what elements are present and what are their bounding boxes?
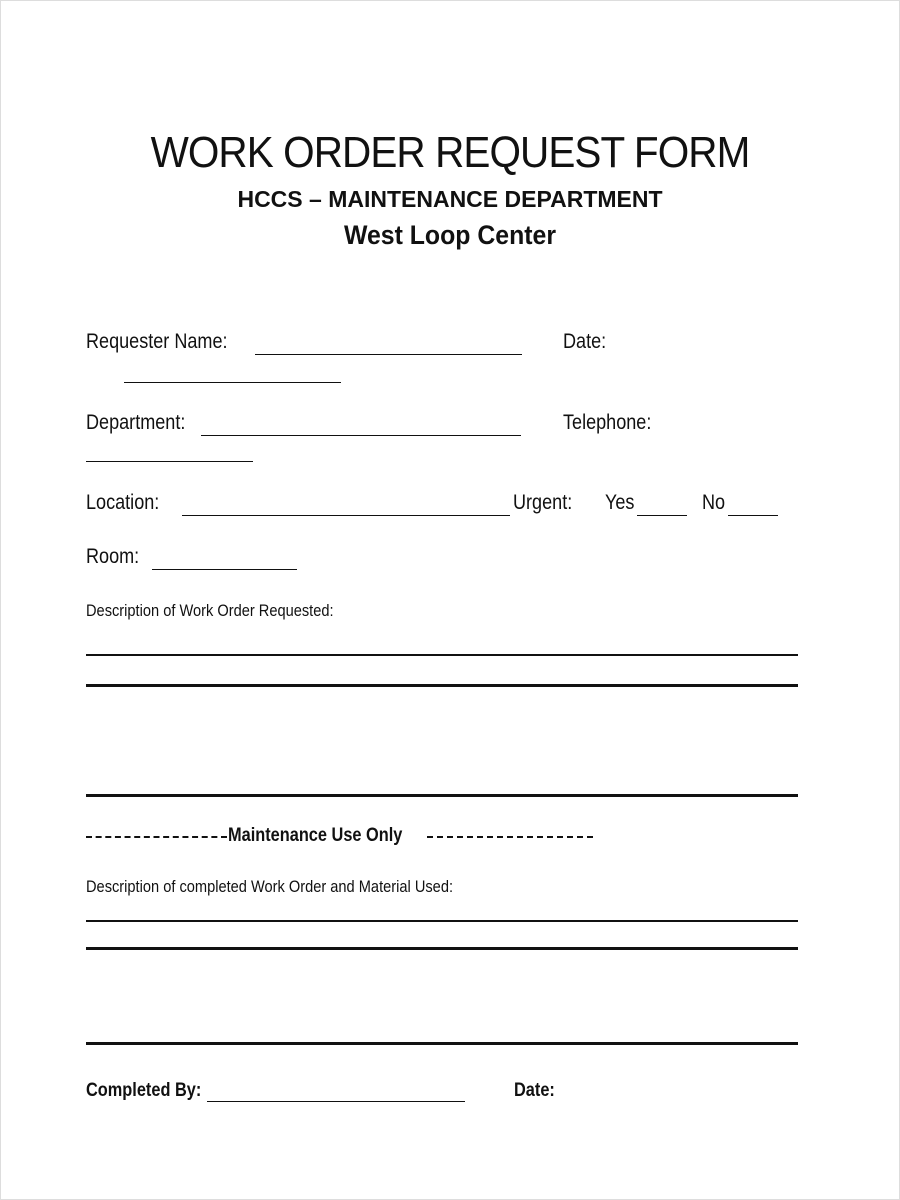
urgent-no-label: No [702,491,726,514]
department-subtitle: HCCS – MAINTENANCE DEPARTMENT [237,186,663,212]
completed-date-label: Date: [514,1080,555,1101]
work-description-line-1[interactable] [86,654,798,656]
location-label: Location: [86,491,160,514]
completed-description-label: Description of completed Work Order and Material Used: [86,877,454,896]
work-description-line-3[interactable] [86,794,798,797]
maintenance-heading: Maintenance Use Only [228,825,403,846]
work-description-line-2[interactable] [86,684,798,687]
completed-by-label: Completed By: [86,1080,202,1101]
department-label: Department: [86,411,186,434]
date-label: Date: [563,330,607,353]
telephone-label: Telephone: [563,411,652,434]
room-field[interactable] [152,569,297,570]
telephone-field[interactable] [86,461,253,462]
divider-dashes-left [86,836,227,838]
location-title: West Loop Center [343,220,557,250]
urgent-no-field[interactable] [728,515,778,516]
room-label: Room: [86,545,140,568]
urgent-label: Urgent: [513,491,573,514]
completed-by-field[interactable] [207,1101,465,1102]
location-field[interactable] [182,515,510,516]
requester-name-field[interactable] [255,354,522,355]
completed-description-line-3[interactable] [86,1042,798,1045]
divider-dashes-right [427,836,593,838]
urgent-yes-field[interactable] [637,515,687,516]
urgent-yes-label: Yes [605,491,635,514]
department-field[interactable] [201,435,521,436]
work-description-label: Description of Work Order Requested: [86,601,334,620]
form-title: WORK ORDER REQUEST FORM [150,128,750,177]
date-field[interactable] [124,382,341,383]
requester-name-label: Requester Name: [86,330,228,353]
completed-description-line-2[interactable] [86,947,798,950]
completed-description-line-1[interactable] [86,920,798,922]
